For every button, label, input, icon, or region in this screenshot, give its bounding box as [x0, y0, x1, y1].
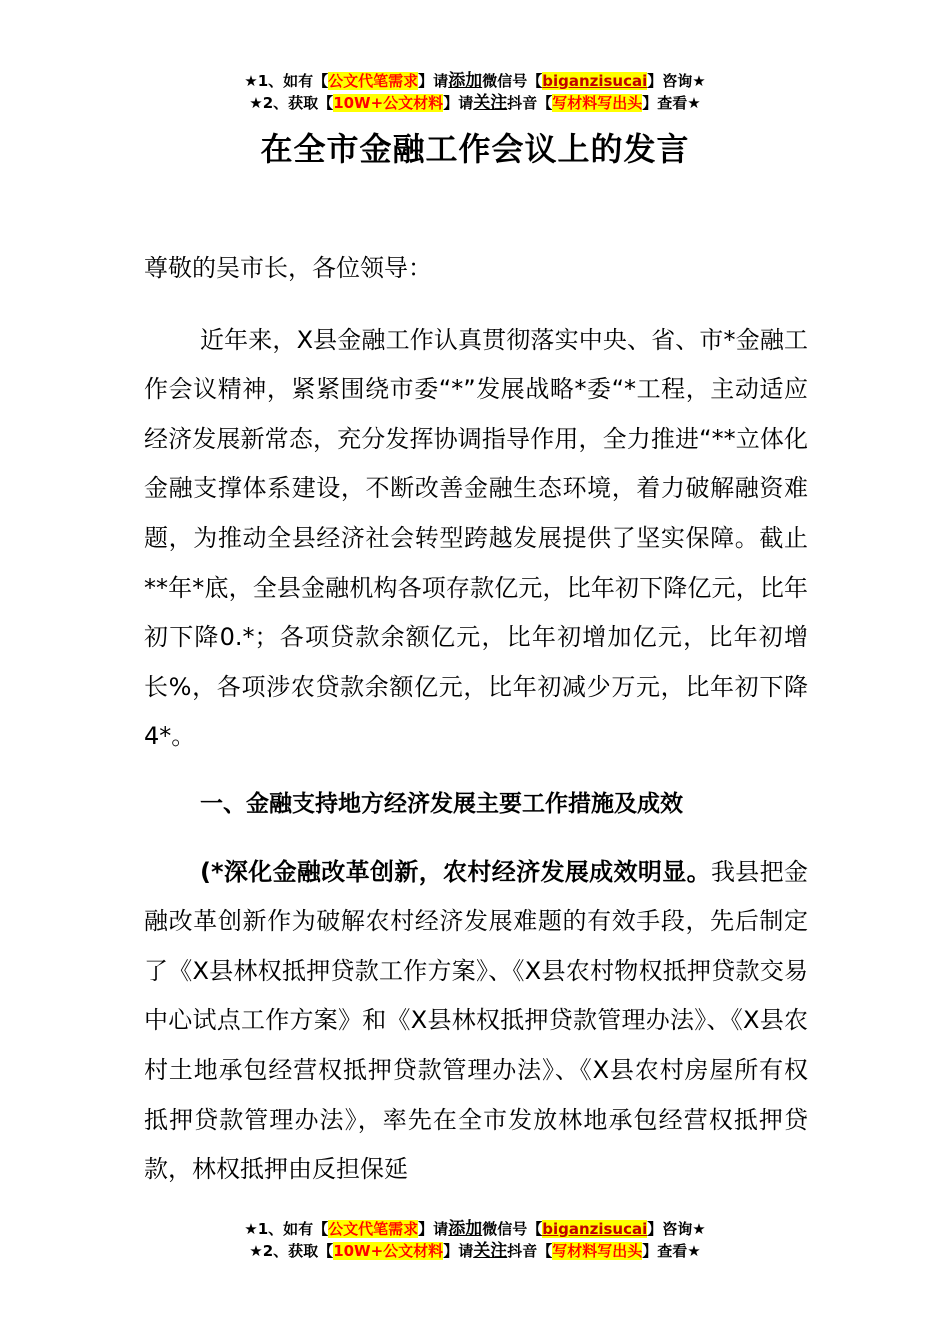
promo-line-2: ★2、获取【10W+公文材料】请关注抖音【写材料写出头】查看★ — [249, 93, 701, 113]
promo-highlight: 10W+公文材料 — [333, 94, 444, 112]
section-heading: 一、金融支持地方经济发展主要工作措施及成效 — [200, 790, 683, 817]
wechat-id: biganzisucai — [542, 1220, 648, 1238]
promo-highlight: 10W+公文材料 — [333, 1242, 444, 1260]
douyin-account: 写材料写出头 — [552, 94, 643, 112]
wechat-id: biganzisucai — [542, 72, 648, 90]
document-title: 在全市金融工作会议上的发言 — [260, 130, 690, 168]
promo-line-1: ★1、如有【公文代笔需求】请添加微信号【biganzisucai】咨询★ — [244, 1219, 706, 1239]
promo-highlight: 公文代笔需求 — [328, 72, 419, 90]
salutation: 尊敬的吴市长，各位领导： — [144, 254, 432, 282]
promo-line-1: ★1、如有【公文代笔需求】请添加微信号【biganzisucai】咨询★ — [244, 71, 706, 91]
paragraph-intro: 近年来，X县金融工作认真贯彻落实中央、省、市*金融工作会议精神，紧紧围绕市委“*”发展战略*委“*工程，主动适应经济发展新常态，充分发挥协调指导作用，全力推进“**立体化金融支撑体系建设，不断改善金融生态环境，着力破解融资难题，为推动全县经济社会转型跨越发展提供了坚实保障。截止**年*底，全县金融机构各项存款亿元，比年初下降亿元，比年初下降0.*；各项贷款余额亿元，比年初增加亿元，比年初增长%，各项涉农贷款余额亿元，比年初减少万元，比年初下降4*。 — [144, 325, 808, 751]
paragraph-reform — [144, 848, 808, 1195]
promo-line-2: ★2、获取【10W+公文材料】请关注抖音【写材料写出头】查看★ — [249, 1241, 701, 1261]
header-promo-banner — [0, 70, 950, 114]
document-body — [144, 244, 808, 1195]
promo-highlight: 公文代笔需求 — [328, 1220, 419, 1238]
paragraph-text: 我县把金融改革创新作为破解农村经济发展难题的有效手段，先后制定了《X县林权抵押贷款工作方案》、《X县农村物权抵押贷款交易中心试点工作方案》和《X县林权抵押贷款管理办法》、《X县农村土地承包经营权抵押贷款管理办法》、《X县农村房屋所有权抵押贷款管理办法》，率先在全市发放林地承包经营权抵押贷款，林权抵押由反担保延 — [144, 857, 808, 1184]
paragraph-lead: (*深化金融改革创新，农村经济发展成效明显。 — [200, 857, 711, 886]
footer-promo-banner — [0, 1218, 950, 1262]
douyin-account: 写材料写出头 — [552, 1242, 643, 1260]
